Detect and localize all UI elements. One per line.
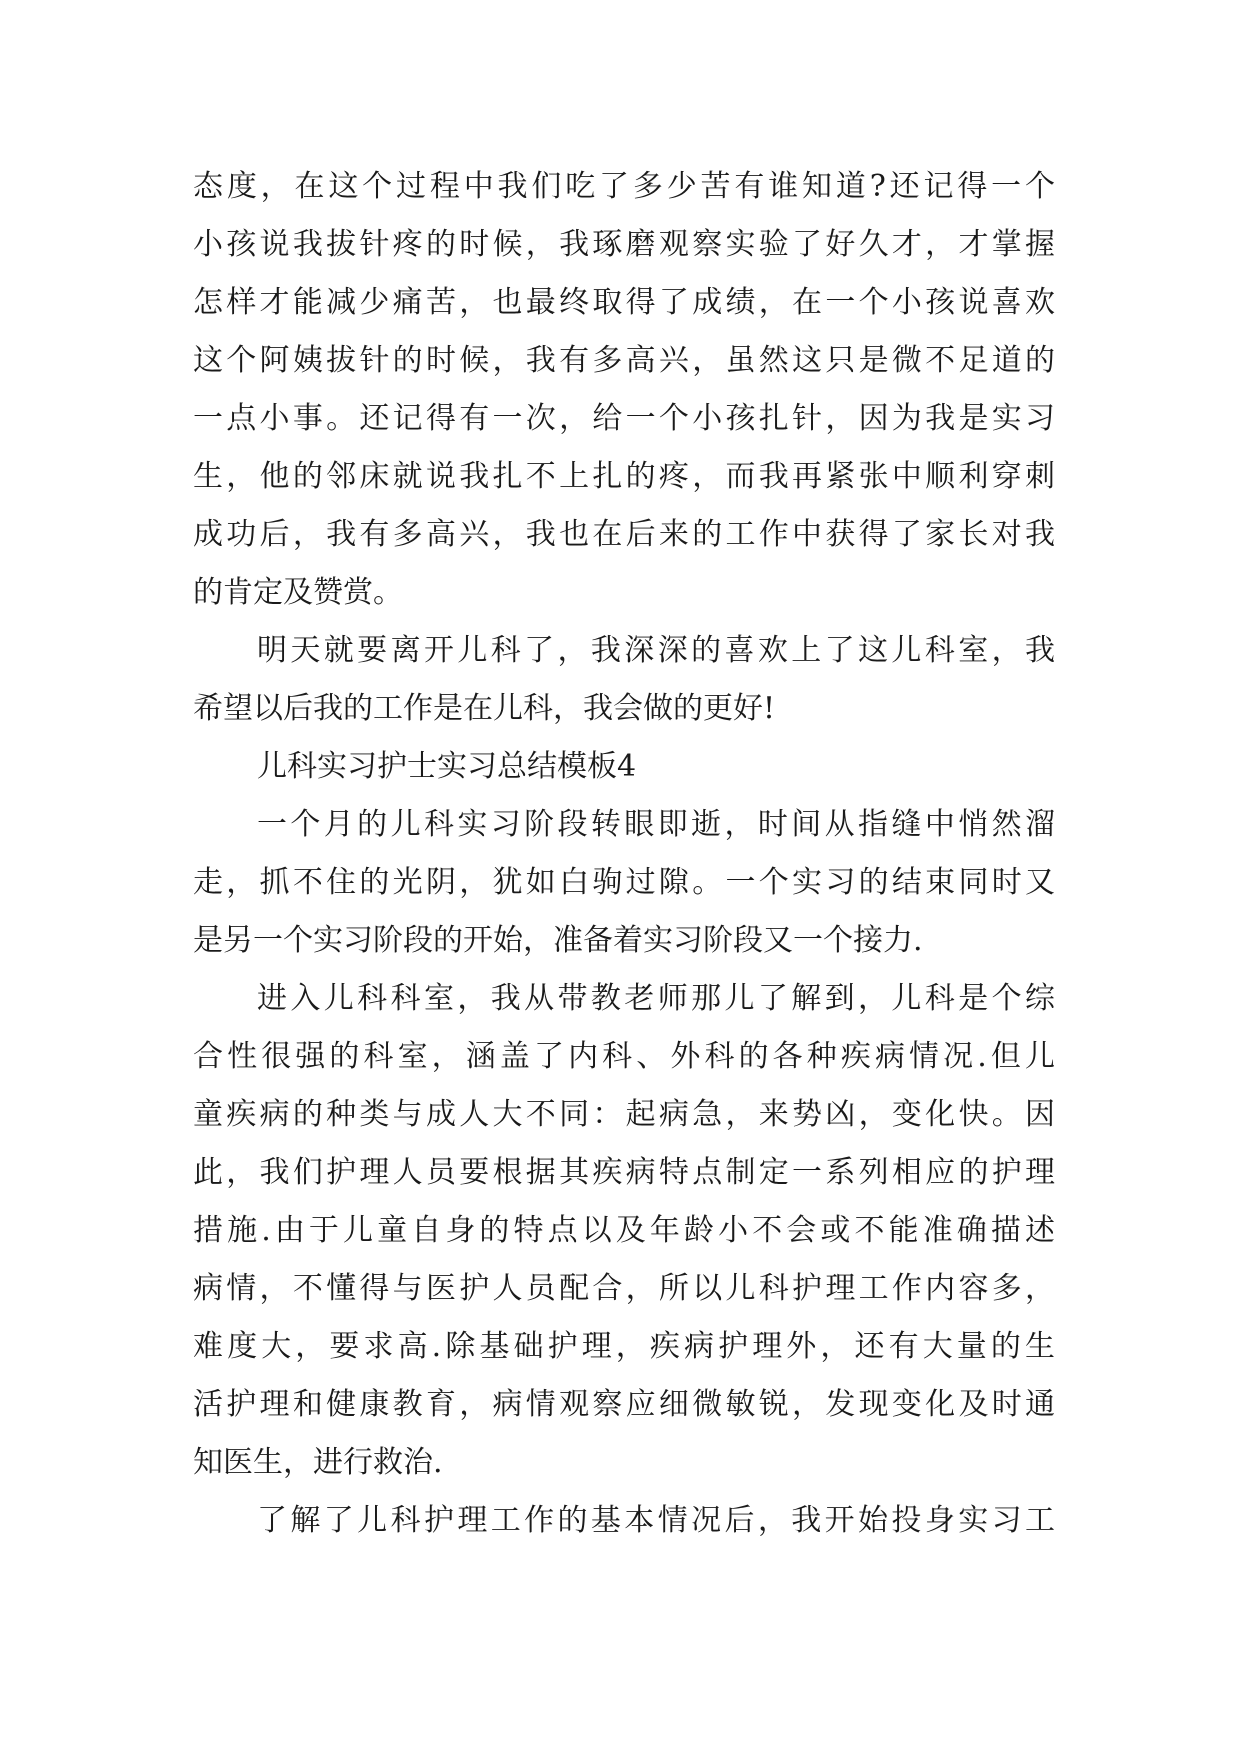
text-line: 态度，在这个过程中我们吃了多少苦有谁知道?还记得一个 [193, 169, 1055, 204]
text-line: 措施.由于儿童自身的特点以及年龄小不会或不能准确描述 [193, 1213, 1055, 1248]
text-line: 童疾病的种类与成人大不同：起病急，来势凶，变化快。因 [193, 1097, 1055, 1132]
text-line: 希望以后我的工作是在儿科，我会做的更好! [193, 691, 776, 726]
text-line: 小孩说我拔针疼的时候，我琢磨观察实验了好久才，才掌握 [193, 227, 1055, 262]
text-line: 知医生，进行救治. [193, 1445, 443, 1480]
text-line: 一点小事。还记得有一次，给一个小孩扎针，因为我是实习 [193, 401, 1055, 436]
text-line: 生，他的邻床就说我扎不上扎的疼，而我再紧张中顺利穿刺 [193, 459, 1055, 494]
text-line: 一个月的儿科实习阶段转眼即逝，时间从指缝中悄然溜 [257, 807, 1055, 842]
text-line: 是另一个实习阶段的开始，准备着实习阶段又一个接力. [193, 923, 923, 958]
document-body [193, 158, 1055, 1550]
text-line: 了解了儿科护理工作的基本情况后，我开始投身实习工 [257, 1503, 1055, 1538]
text-line: 的肯定及赞赏。 [193, 575, 403, 610]
text-line: 这个阿姨拔针的时候，我有多高兴，虽然这只是微不足道的 [193, 343, 1055, 378]
text-line: 活护理和健康教育，病情观察应细微敏锐，发现变化及时通 [193, 1387, 1055, 1422]
text-line: 儿科实习护士实习总结模板4 [257, 749, 637, 784]
text-line: 成功后，我有多高兴，我也在后来的工作中获得了家长对我 [193, 517, 1055, 552]
text-line: 难度大，要求高.除基础护理，疾病护理外，还有大量的生 [193, 1329, 1055, 1364]
text-line: 合性很强的科室，涵盖了内科、外科的各种疾病情况.但儿 [193, 1039, 1055, 1074]
text-line: 此，我们护理人员要根据其疾病特点制定一系列相应的护理 [193, 1155, 1055, 1190]
text-line: 怎样才能减少痛苦，也最终取得了成绩，在一个小孩说喜欢 [193, 285, 1055, 320]
text-line: 病情，不懂得与医护人员配合，所以儿科护理工作内容多， [193, 1271, 1055, 1306]
text-line: 明天就要离开儿科了，我深深的喜欢上了这儿科室，我 [257, 633, 1055, 668]
text-line: 进入儿科科室，我从带教老师那儿了解到，儿科是个综 [257, 981, 1055, 1016]
text-line: 走，抓不住的光阴，犹如白驹过隙。一个实习的结束同时又 [193, 865, 1055, 900]
